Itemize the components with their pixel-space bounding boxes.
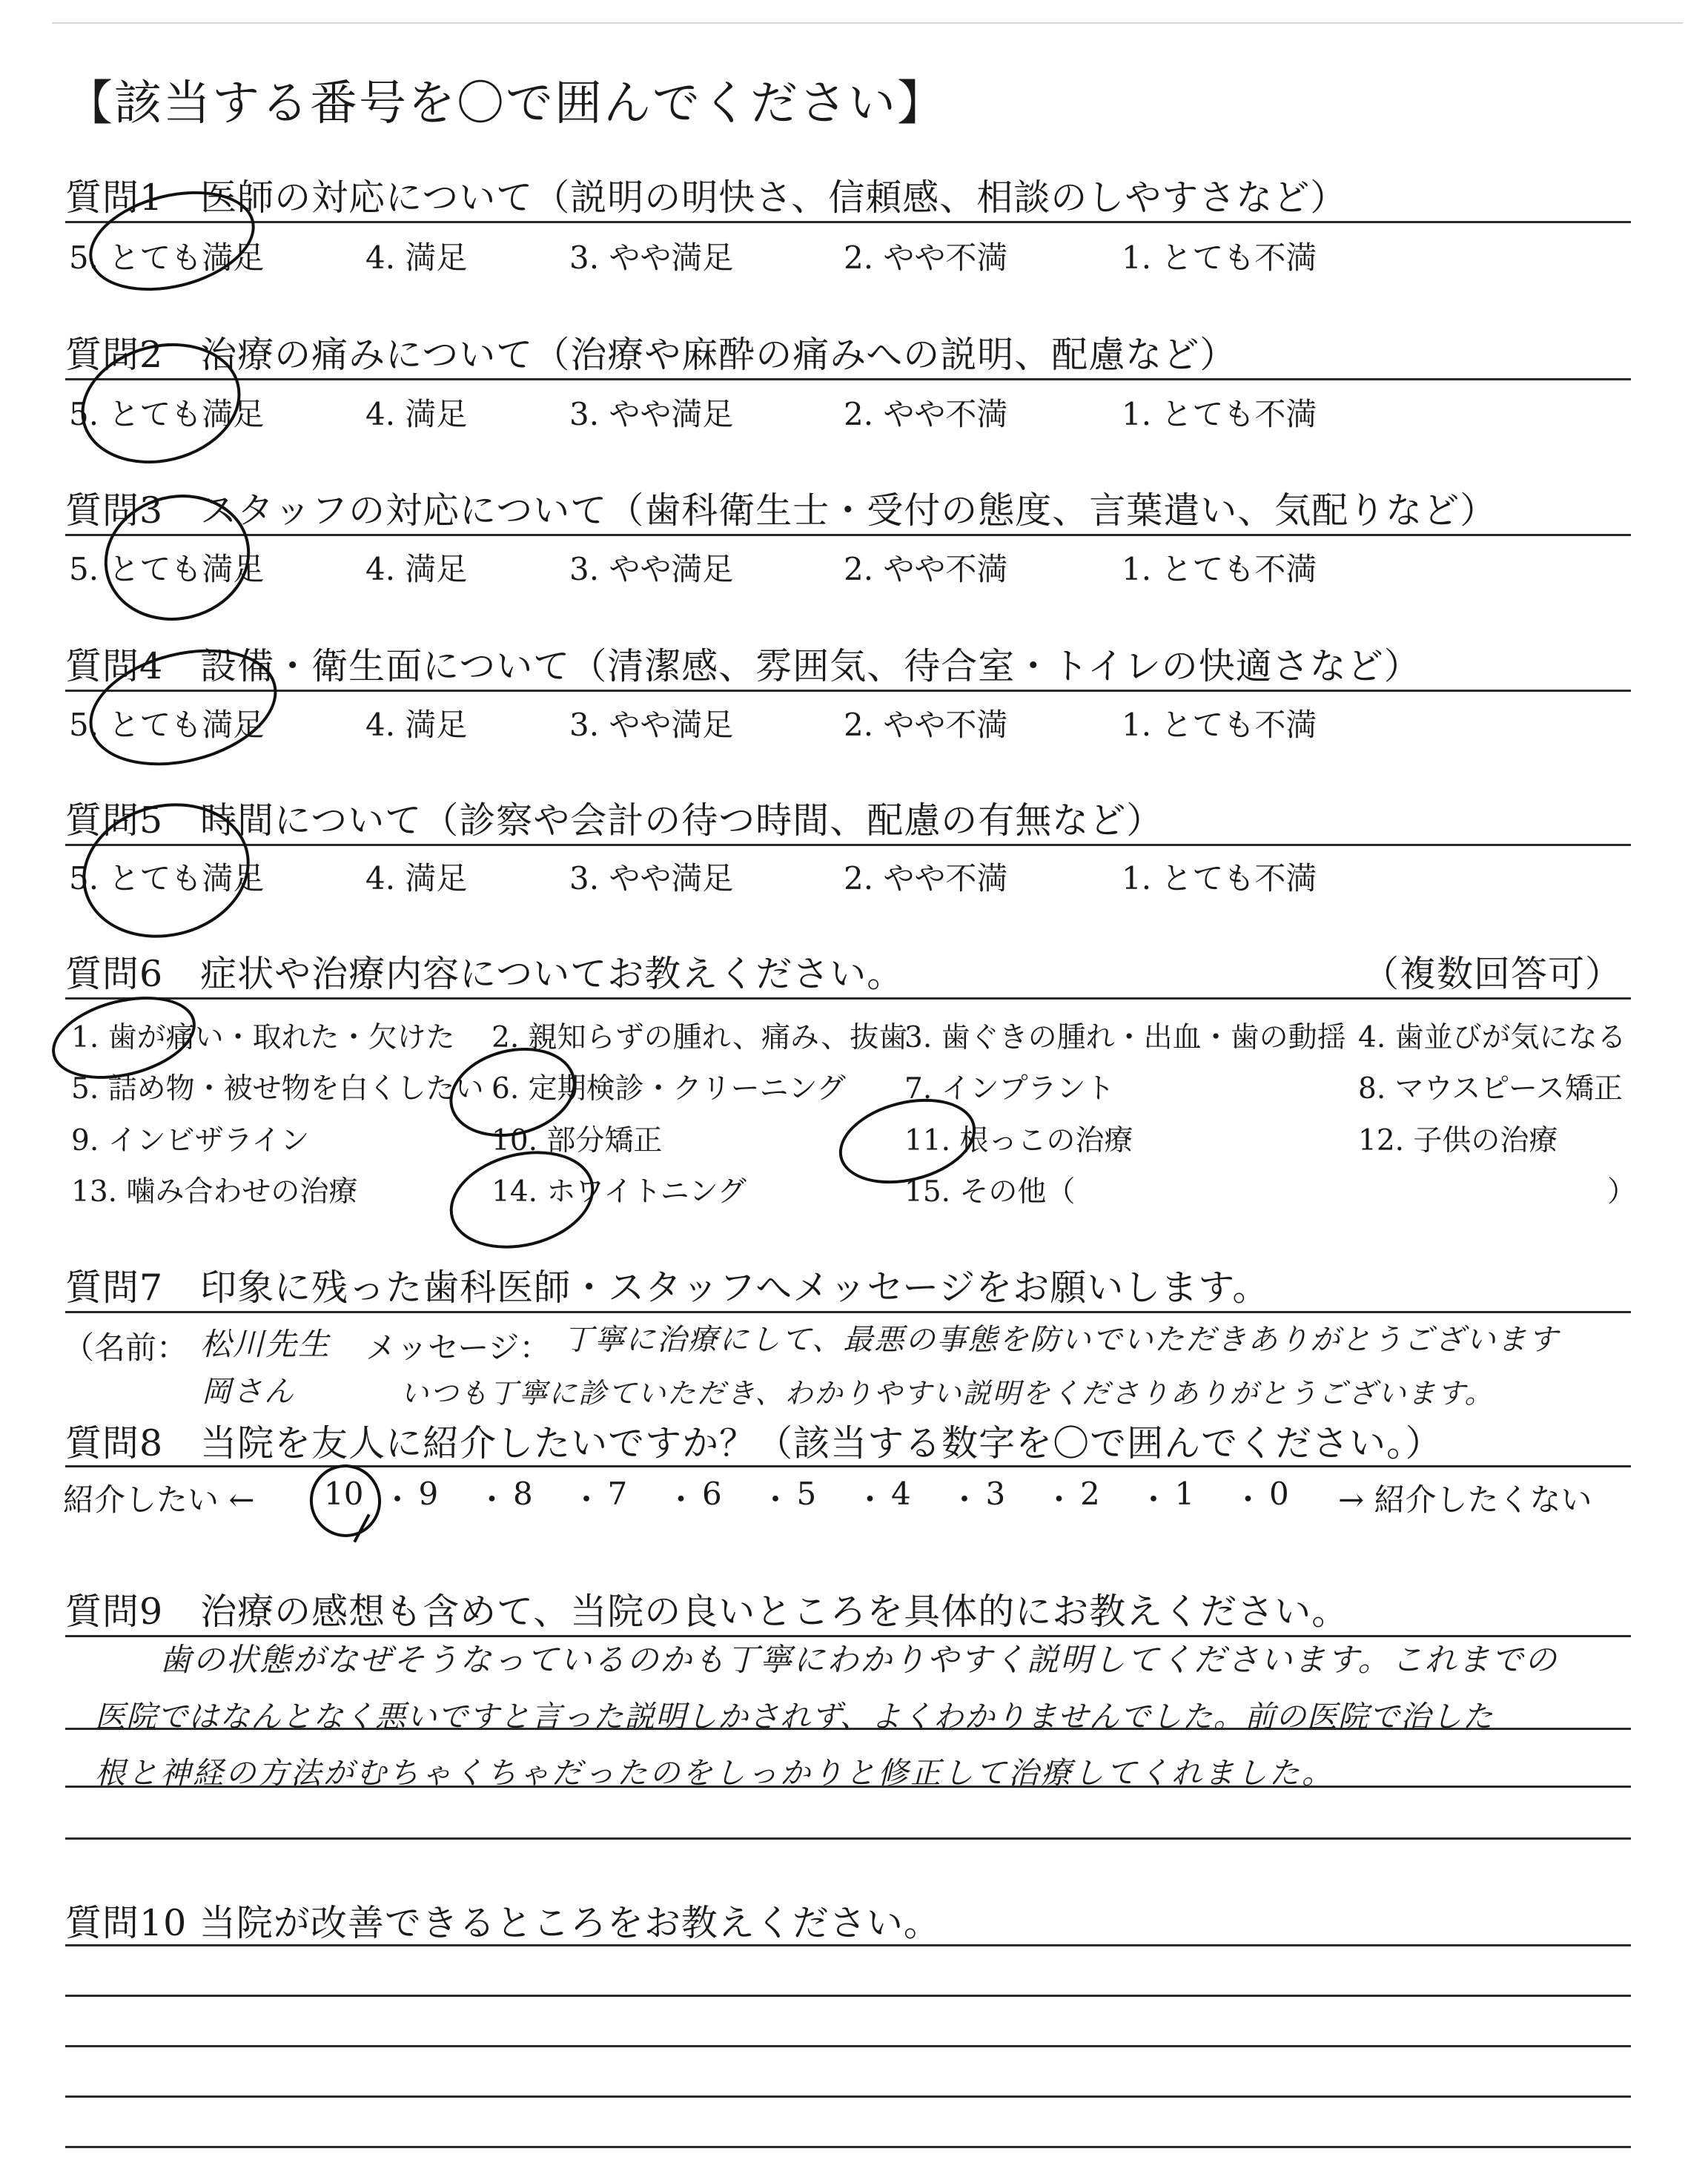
q4-option-4[interactable]: 4. 満足	[365, 707, 468, 743]
q3-option-1[interactable]: 1. とても不満	[1122, 551, 1317, 587]
q8-score-10[interactable]: 10	[324, 1476, 364, 1512]
q6-option-3[interactable]: 3. 歯ぐきの腫れ・出血・歯の動揺	[904, 1021, 1346, 1054]
q1-option-3[interactable]: 3. やや満足	[569, 240, 734, 276]
q6-option-1[interactable]: 1. 歯が痛い・取れた・欠けた	[71, 1021, 455, 1054]
question-8-title: 質問8 当院を友人に紹介したいですか？（該当する数字を〇で囲んでください。）	[65, 1422, 1443, 1464]
q10-line-4[interactable]	[65, 2095, 1631, 2098]
q2-option-3[interactable]: 3. やや満足	[569, 396, 734, 432]
q8-score-4[interactable]: 4	[891, 1476, 911, 1512]
q8-score-3[interactable]: 3	[985, 1476, 1006, 1512]
q1-option-5[interactable]: 5. とても満足	[69, 240, 265, 276]
q10-line-3[interactable]	[65, 2045, 1631, 2047]
q2-option-2[interactable]: 2. やや不満	[844, 396, 1008, 432]
q9-answer-line-3[interactable]: 根と神経の方法がむちゃくちゃだったのをしっかりと修正して治療してくれました。	[95, 1755, 1334, 1791]
q6-option-6[interactable]: 6. 定期検診・クリーニング	[491, 1072, 846, 1106]
q6-option-2[interactable]: 2. 親知らずの腫れ、痛み、抜歯	[491, 1021, 908, 1054]
form-heading: 【該当する番号を〇で囲んでください】	[65, 76, 946, 131]
q9-answer-line-2[interactable]: 医院ではなんとなく悪いですと言った説明しかされず、よくわかりませんでした。前の医院で治した	[95, 1699, 1494, 1734]
q10-line-2[interactable]	[65, 1995, 1631, 1997]
q10-line-5[interactable]	[65, 2146, 1631, 2148]
q4-option-3[interactable]: 3. やや満足	[569, 707, 734, 743]
q2-option-5[interactable]: 5. とても満足	[69, 396, 265, 432]
q8-scale-separator: ・	[1232, 1482, 1264, 1518]
question-4-rule	[65, 690, 1631, 692]
question-1-rule	[65, 221, 1631, 223]
q6-option-15[interactable]: 15. その他（	[904, 1175, 1076, 1209]
question-6-note: （複数回答可）	[1363, 953, 1623, 995]
question-8-rule	[65, 1465, 1631, 1467]
q1-option-4[interactable]: 4. 満足	[365, 240, 468, 276]
q9-answer-line-1[interactable]: 歯の状態がなぜそうなっているのかも丁寧にわかりやすく説明してくださいます。これまでの	[159, 1642, 1558, 1679]
q6-option-8[interactable]: 8. マウスピース矯正	[1358, 1072, 1623, 1106]
q5-option-4[interactable]: 4. 満足	[365, 860, 468, 896]
question-3-rule	[65, 534, 1631, 536]
q5-option-1[interactable]: 1. とても不満	[1122, 860, 1317, 896]
page-top-edge	[52, 22, 1683, 24]
q7-entry-2-message[interactable]: いつも丁寧に診ていただき、わかりやすい説明をくださりありがとうございます。	[400, 1377, 1494, 1410]
q7-entry-1-message[interactable]: 丁寧に治療にして、最悪の事態を防いでいただきありがとうございます	[563, 1323, 1560, 1357]
q9-line-4	[65, 1837, 1631, 1840]
question-6-title: 質問6 症状や治療内容についてお教えください。	[65, 953, 904, 995]
q4-option-1[interactable]: 1. とても不満	[1122, 707, 1317, 743]
q6-option-5[interactable]: 5. 詰め物・被せ物を白くしたい	[71, 1072, 484, 1106]
q5-option-2[interactable]: 2. やや不満	[844, 860, 1008, 896]
q3-option-2[interactable]: 2. やや不満	[844, 551, 1008, 587]
q6-option-15-close-paren: ）	[1607, 1175, 1637, 1209]
q3-option-5[interactable]: 5. とても満足	[69, 551, 265, 587]
question-2-rule	[65, 378, 1631, 380]
q8-score-7[interactable]: 7	[607, 1476, 628, 1512]
q1-option-2[interactable]: 2. やや不満	[844, 240, 1008, 276]
q8-scale-separator: ・	[665, 1482, 697, 1518]
q8-scale-separator: ・	[949, 1482, 981, 1518]
q4-option-2[interactable]: 2. やや不満	[844, 707, 1008, 743]
question-4-title: 質問4 設備・衛生面について（清潔感、雰囲気、待合室・トイレの快適さなど）	[65, 645, 1421, 687]
q6-option-10[interactable]: 10. 部分矯正	[491, 1124, 663, 1157]
question-7-title: 質問7 印象に残った歯科医師・スタッフへメッセージをお願いします。	[65, 1266, 1270, 1309]
q1-option-1[interactable]: 1. とても不満	[1122, 240, 1317, 276]
q8-selection-circle	[302, 1457, 389, 1545]
q8-scale-separator: ・	[1138, 1482, 1170, 1518]
q6-option-12[interactable]: 12. 子供の治療	[1358, 1124, 1558, 1157]
q8-scale-separator: ・	[476, 1482, 508, 1518]
q6-option-11[interactable]: 11. 根っこの治療	[904, 1124, 1133, 1157]
question-1-title: 質問1 医師の対応について（説明の明快さ、信頼感、相談のしやすさなど）	[65, 176, 1348, 219]
q8-scale-separator: ・	[760, 1482, 792, 1518]
q6-option-14[interactable]: 14. ホワイトニング	[491, 1175, 747, 1209]
q8-right-label: → 紹介したくない	[1338, 1482, 1592, 1518]
q8-score-5[interactable]: 5	[796, 1476, 817, 1512]
q7-entry-1-name[interactable]: 松川先生	[200, 1326, 331, 1362]
q8-score-6[interactable]: 6	[702, 1476, 722, 1512]
q8-left-label: 紹介したい ←	[63, 1482, 255, 1518]
q3-option-4[interactable]: 4. 満足	[365, 551, 468, 587]
q4-option-5[interactable]: 5. とても満足	[69, 707, 265, 743]
q8-scale-separator: ・	[854, 1482, 886, 1518]
question-3-title: 質問3 スタッフの対応について（歯科衛生士・受付の態度、言葉遣い、気配りなど）	[65, 489, 1497, 532]
q6-option-7[interactable]: 7. インプラント	[904, 1072, 1115, 1106]
question-6-rule	[65, 997, 1631, 1000]
q8-score-8[interactable]: 8	[513, 1476, 533, 1512]
q6-option-9[interactable]: 9. インビザライン	[71, 1124, 310, 1157]
q2-option-4[interactable]: 4. 満足	[365, 396, 468, 432]
q6-option-13[interactable]: 13. 噛み合わせの治療	[71, 1175, 358, 1209]
question-10-title: 質問10 当院が改善できるところをお教えください。	[65, 1902, 941, 1944]
q8-scale-separator: ・	[571, 1482, 603, 1518]
q10-line-1[interactable]	[65, 1944, 1631, 1946]
q7-name-label: （名前：	[63, 1330, 188, 1366]
q8-scale-separator: ・	[382, 1482, 414, 1518]
q8-score-1[interactable]: 1	[1174, 1476, 1195, 1512]
q8-score-9[interactable]: 9	[418, 1476, 439, 1512]
question-7-rule	[65, 1311, 1631, 1313]
q8-score-0[interactable]: 0	[1269, 1476, 1289, 1512]
q6-option-4[interactable]: 4. 歯並びが気になる	[1358, 1021, 1626, 1054]
question-9-title: 質問9 治療の感想も含めて、当院の良いところを具体的にお教えください。	[65, 1591, 1349, 1633]
q8-score-2[interactable]: 2	[1080, 1476, 1100, 1512]
q3-option-3[interactable]: 3. やや満足	[569, 551, 734, 587]
q5-option-3[interactable]: 3. やや満足	[569, 860, 734, 896]
q5-option-5[interactable]: 5. とても満足	[69, 860, 265, 896]
question-5-title: 質問5 時間について（診察や会計の待つ時間、配慮の有無など）	[65, 799, 1164, 842]
question-2-title: 質問2 治療の痛みについて（治療や麻酔の痛みへの説明、配慮など）	[65, 334, 1237, 376]
question-5-rule	[65, 844, 1631, 846]
q7-message-label: メッセージ：	[365, 1330, 551, 1366]
q7-entry-2-name[interactable]: 岡さん	[202, 1375, 295, 1409]
q2-option-1[interactable]: 1. とても不満	[1122, 396, 1317, 432]
q8-scale-separator: ・	[1043, 1482, 1075, 1518]
